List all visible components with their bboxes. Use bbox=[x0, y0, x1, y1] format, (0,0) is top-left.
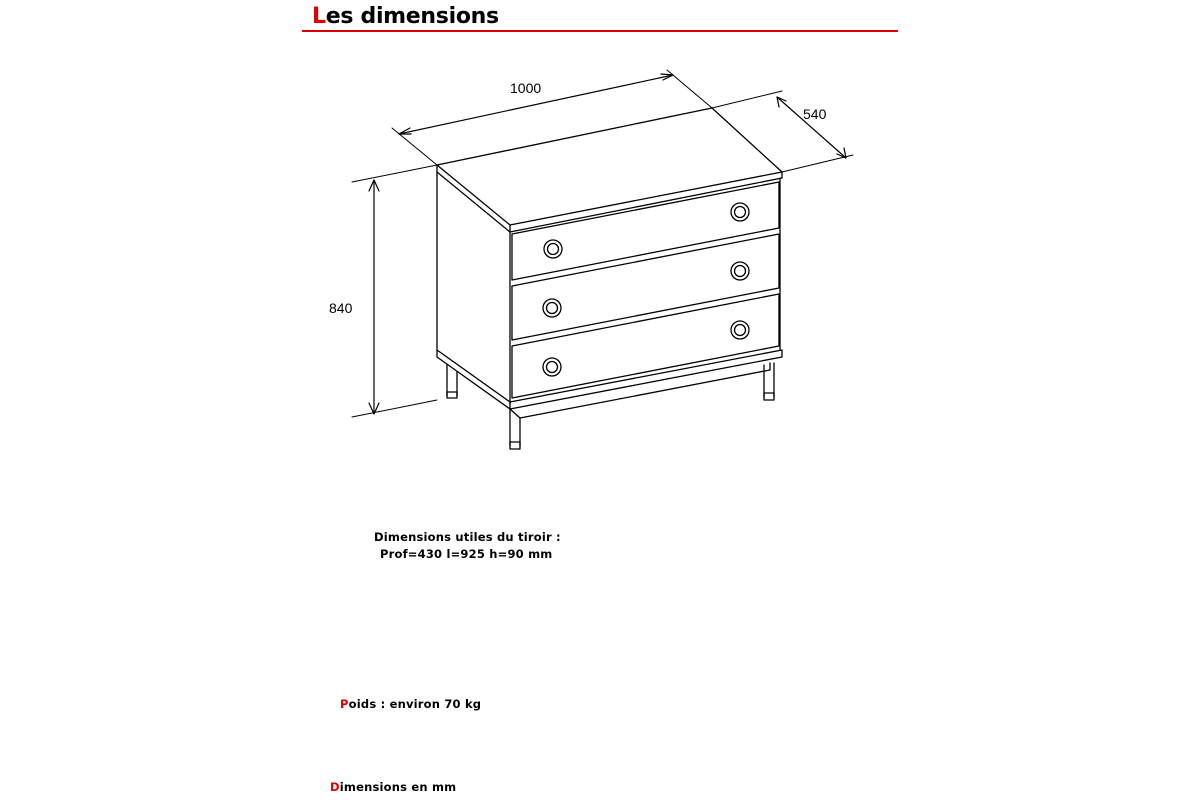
title-rest: es dimensions bbox=[325, 4, 499, 29]
ring-handle-icon bbox=[543, 299, 561, 317]
weight-initial: P bbox=[340, 697, 349, 711]
ring-handle-icon bbox=[731, 321, 749, 339]
title-initial: L bbox=[312, 4, 326, 29]
ring-handle-icon bbox=[731, 203, 749, 221]
units-text: imensions en mm bbox=[339, 780, 457, 794]
width-label: 1000 bbox=[510, 80, 542, 96]
units-initial: D bbox=[330, 780, 340, 794]
leg-back-left bbox=[447, 364, 457, 398]
leg-front bbox=[510, 409, 520, 449]
top-edge bbox=[437, 165, 782, 232]
drawer-3 bbox=[512, 294, 779, 398]
leg-right bbox=[764, 363, 774, 400]
height-label: 840 bbox=[329, 300, 353, 316]
dresser-body bbox=[437, 108, 782, 418]
weight-note bbox=[340, 696, 481, 713]
dresser-top bbox=[437, 108, 782, 225]
drawer-dimensions-heading: Dimensions utiles du tiroir : bbox=[374, 530, 561, 544]
extension-lines bbox=[352, 70, 853, 417]
drawer-dimensions-note bbox=[374, 529, 561, 563]
depth-label: 540 bbox=[803, 106, 827, 122]
weight-text: oids : environ 70 kg bbox=[348, 697, 482, 711]
drawer-dimensions-values: Prof=430 l=925 h=90 mm bbox=[380, 547, 553, 561]
dresser-legs bbox=[447, 363, 774, 449]
drawer-handles bbox=[543, 203, 749, 376]
units-note bbox=[330, 779, 456, 796]
ring-handle-icon bbox=[731, 262, 749, 280]
ring-handle-icon bbox=[544, 240, 562, 258]
ring-handle-icon bbox=[543, 358, 561, 376]
